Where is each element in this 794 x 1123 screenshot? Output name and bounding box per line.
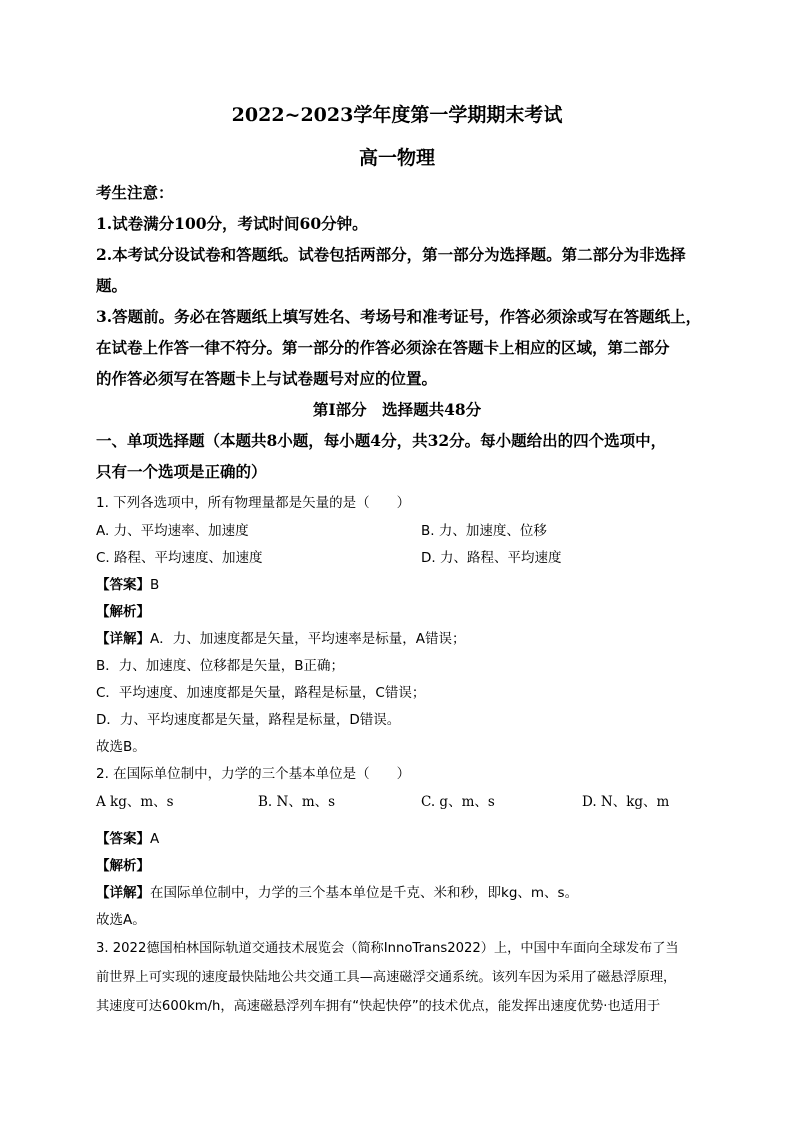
notice-item-3: 3.答题前。务必在答题纸上填写姓名、考场号和准考证号，作答必须涂或写在答题纸上， <box>96 307 702 326</box>
q2-answer-line <box>96 827 159 848</box>
q2-detail-1: 在国际单位制中，力学的三个基本单位是千克、米和秒，即kg、m、s。 <box>150 885 579 901</box>
notice-item-2-cont: 题。 <box>96 276 128 295</box>
section1-heading-cont: 只有一个选项是正确的） <box>96 462 267 481</box>
q2-option-d: D. N、kg、m <box>582 794 670 810</box>
q1-answer: B <box>150 577 160 593</box>
q1-detail-1: A．力、加速度都是矢量，平均速率是标量，A错误； <box>150 631 466 647</box>
q1-option-d: D. 力、路程、平均速度 <box>421 550 562 566</box>
q1-option-a: A. 力、平均速率、加速度 <box>96 523 249 539</box>
q1-option-c: C. 路程、平均速度、加速度 <box>96 550 263 566</box>
q2-option-c: C. g、m、s <box>421 794 495 810</box>
section1-heading: 一、单项选择题（本题共8小题，每小题4分，共32分。每小题给出的四个选项中， <box>96 431 667 450</box>
q2-option-a: A kg、m、s <box>96 794 174 810</box>
notice-item-3-cont1: 在试卷上作答一律不符分。第一部分的作答必须涂在答题卡上相应的区域，第二部分 <box>96 338 670 357</box>
q1-answer-line <box>96 573 159 594</box>
q1-analysis-tag: 【解析】 <box>96 604 150 620</box>
notice-heading: 考生注意： <box>96 183 174 202</box>
exam-subject: 高一物理 <box>358 147 435 169</box>
q2-conclusion: 故选A。 <box>96 912 146 928</box>
exam-title: 2022~2023学年度第一学期期末考试 <box>231 104 563 126</box>
part1-title: 第Ⅰ部分 选择题共48分 <box>312 400 482 419</box>
q3-stem-line-2: 前世界上可实现的速度最快陆地公共交通工具—高速磁浮交通系统。该列车因为采用了磁悬浮原理， <box>96 970 677 985</box>
q1-detail-3: C．平均速度、加速度都是矢量，路程是标量，C错误； <box>96 685 426 701</box>
q2-option-b: B. N、m、s <box>258 794 336 810</box>
answer-tag: 【答案】 <box>96 577 150 593</box>
q1-detail-line <box>96 627 465 648</box>
q2-detail-line <box>96 881 578 902</box>
q1-detail-4: D．力、平均速度都是矢量，路程是标量，D错误。 <box>96 712 401 728</box>
q2-analysis-tag: 【解析】 <box>96 858 150 874</box>
q1-detail-2: B．力、加速度、位移都是矢量，B正确； <box>96 658 345 674</box>
q2-stem: 2. 在国际单位制中，力学的三个基本单位是（ ） <box>96 766 411 782</box>
q2-answer: A <box>150 831 160 847</box>
detail-tag: 【详解】 <box>96 631 150 647</box>
q3-stem-line-1: 3. 2022德国柏林国际轨道交通技术展览会（简称InnoTrans2022）上，中国中车面向全球发布了当 <box>96 941 679 956</box>
notice-item-3-cont2: 的作答必须写在答题卡上与试卷题号对应的位置。 <box>96 369 438 388</box>
q1-conclusion: 故选B。 <box>96 739 146 755</box>
notice-item-2: 2.本考试分设试卷和答题纸。试卷包括两部分，第一部分为选择题。第二部分为非选择 <box>96 245 686 264</box>
detail-tag: 【详解】 <box>96 885 150 901</box>
q3-stem-line-3: 其速度可达600km/h，高速磁悬浮列车拥有“快起快停”的技术优点，能发挥出速度优势·也适用于 <box>96 999 661 1014</box>
q1-option-b: B. 力、加速度、位移 <box>421 523 547 539</box>
notice-item-1: 1.试卷满分100分，考试时间60分钟。 <box>96 214 368 233</box>
answer-tag: 【答案】 <box>96 831 150 847</box>
q1-stem: 1. 下列各选项中，所有物理量都是矢量的是（ ） <box>96 495 411 511</box>
